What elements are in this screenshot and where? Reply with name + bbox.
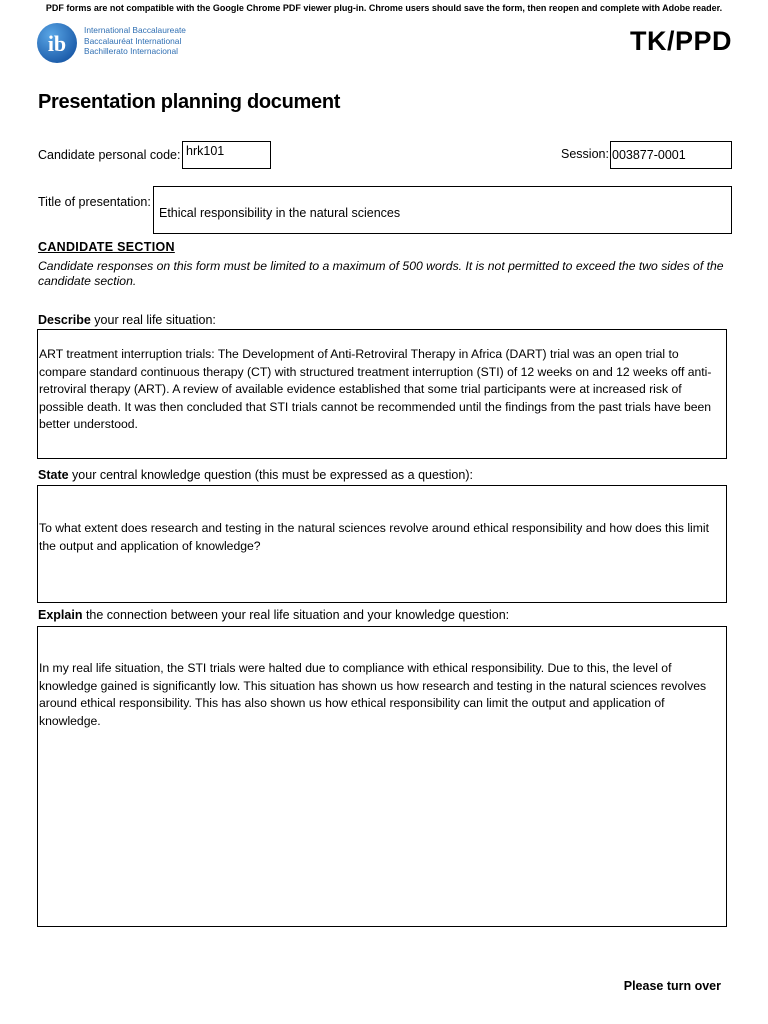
explain-answer-field[interactable]: In my real life situation, the STI trials were halted due to compliance with ethical responsibility. Due to this, the level of knowledge gained is significantly low. This situation has shown us how research and testing in the natural sciences revolves around ethical responsibility. This has also shown us how ethical responsibility can limit the output and application of knowledge. xyxy=(37,626,727,927)
state-label xyxy=(38,468,473,482)
presentation-title-label: Title of presentation: xyxy=(38,195,151,209)
session-label: Session: xyxy=(561,147,609,161)
describe-answer-field[interactable]: ART treatment interruption trials: The Development of Anti-Retroviral Therapy in Africa (DART) trial was an open trial to compare standard continuous therapy (CT) with structured treatment interruption (STI) of 12 weeks on and 12 weeks off anti-retroviral therapy (ART). A review of available evidence established that some trial participants were at increased risk of possible death. It was then concluded that STI trials cannot be recommended until the findings from the past trials have been better understood. xyxy=(37,329,727,459)
ib-logo xyxy=(36,20,196,66)
describe-label xyxy=(38,313,216,327)
explain-label-bold: Explain xyxy=(38,608,83,622)
page-title: Presentation planning document xyxy=(38,91,341,113)
describe-label-bold: Describe xyxy=(38,313,91,327)
logo-line-1: International Baccalaureate xyxy=(84,25,186,35)
logo-line-2: Baccalauréat International xyxy=(84,35,182,46)
presentation-title-field[interactable]: Ethical responsibility in the natural sciences xyxy=(153,186,732,234)
browser-notice: PDF forms are not compatible with the Google Chrome PDF viewer plug-in. Chrome users should save the form, then reopen and complete with Adobe reader. xyxy=(45,3,723,13)
logo-line-3: Bachillerato Internacional xyxy=(84,46,179,56)
state-label-rest: your central knowledge question (this must be expressed as a question): xyxy=(68,468,473,482)
session-field[interactable]: 003877-0001 xyxy=(610,141,732,169)
section-instructions: Candidate responses on this form must be limited to a maximum of 500 words. It is not permitted to exceed the two sides of the candidate section. xyxy=(38,259,724,288)
ib-logo-icon xyxy=(36,22,78,64)
section-heading: CANDIDATE SECTION xyxy=(38,240,175,254)
ib-logo-text xyxy=(84,25,186,57)
explain-label xyxy=(38,608,509,622)
state-answer-field[interactable]: To what extent does research and testing in the natural sciences revolve around ethical responsibility and how does this limit the output and application of knowledge? xyxy=(37,485,727,603)
state-label-bold: State xyxy=(38,468,69,482)
candidate-code-field[interactable]: hrk101 xyxy=(182,141,271,169)
turn-over-note: Please turn over xyxy=(623,979,721,993)
ib-logo-mark: ib xyxy=(47,31,67,56)
candidate-code-label: Candidate personal code: xyxy=(38,148,181,162)
describe-label-rest: your real life situation: xyxy=(90,313,216,327)
explain-label-rest: the connection between your real life situation and your knowledge question: xyxy=(82,608,510,622)
document-code: TK/PPD xyxy=(629,26,732,56)
